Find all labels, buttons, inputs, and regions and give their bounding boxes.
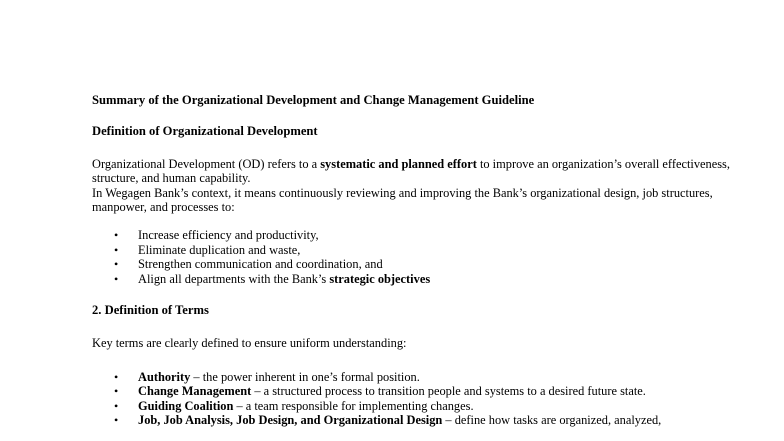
paragraph-bank-context: In Wegagen Bank’s context, it means continuously reviewing and improving the Bank’s organizational design, job structures, manpower, and processes to:	[92, 185, 713, 215]
term-name: Authority	[138, 369, 191, 384]
list-item	[92, 413, 732, 427]
paragraph-text: to improve an organization’s overall effectiveness, structure, and human capability.	[92, 156, 730, 186]
term-definition: – the power inherent in one’s formal position.	[190, 369, 420, 384]
term-name: Guiding Coalition	[138, 398, 234, 413]
emphasis-text: systematic and planned effort	[320, 156, 477, 171]
document-title: Summary of the Organizational Development and Change Management Guideline	[92, 93, 535, 107]
section-heading-terms: 2. Definition of Terms	[92, 303, 209, 318]
section-heading-od-definition: Definition of Organizational Development	[92, 124, 318, 139]
goals-list	[92, 228, 732, 286]
list-item-text: Align all departments with the Bank’s	[138, 271, 330, 286]
list-item	[92, 370, 732, 384]
list-item	[92, 384, 732, 398]
emphasis-text: strategic objectives	[329, 271, 431, 286]
term-name: Job, Job Analysis, Job Design, and Organizational Design	[138, 413, 443, 428]
paragraph-od-definition	[92, 157, 732, 186]
term-definition: – define how tasks are organized, analyzed,	[442, 413, 662, 428]
term-definition: – a structured process to transition people and systems to a desired future state.	[251, 384, 646, 399]
term-definition: – a team responsible for implementing changes.	[233, 398, 474, 413]
list-item: • Eliminate duplication and waste,	[92, 243, 732, 257]
document-content	[92, 93, 732, 428]
term-name: Change Management	[138, 384, 252, 399]
list-item: • Increase efficiency and productivity,	[92, 228, 732, 242]
list-item	[92, 399, 732, 413]
paragraph-terms-intro: Key terms are clearly defined to ensure uniform understanding:	[92, 336, 407, 351]
list-item: • Strengthen communication and coordination, and	[92, 257, 732, 271]
paragraph-text: Organizational Development (OD) refers to a	[92, 156, 321, 171]
terms-list	[92, 370, 732, 428]
list-item	[92, 272, 732, 286]
